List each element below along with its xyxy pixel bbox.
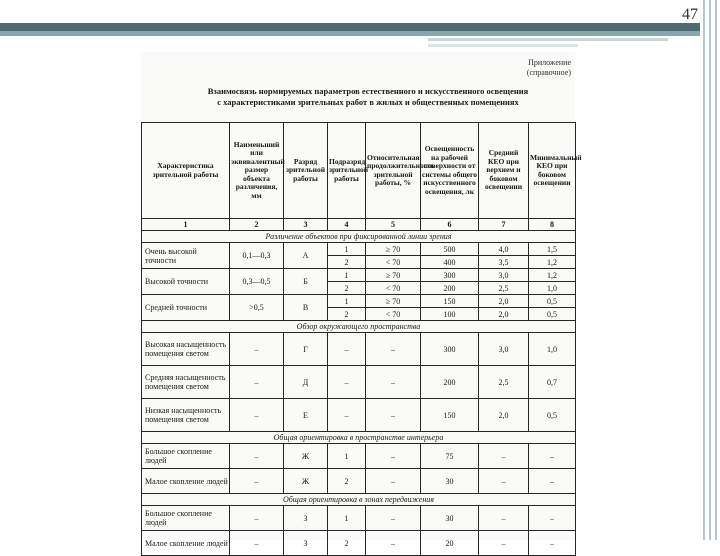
illuminance: 30 [421,506,479,531]
illuminance: 100 [421,308,479,321]
document-title [163,86,573,108]
sub-grade: 1 [328,269,366,282]
illuminance: 200 [421,282,479,295]
table-row [142,243,576,256]
average-keo: 4,0 [479,243,529,256]
minimum-keo: – [529,469,576,494]
work-characteristic: Высокой точности [142,269,230,295]
column-number-row [142,219,576,231]
work-grade: Г [284,333,328,366]
sub-grade: 1 [328,243,366,256]
header-cell: Наименьший или эквивалентный размер объекта различения, мм [230,123,284,219]
sub-grade: – [328,366,366,399]
work-characteristic: Очень высокой точности [142,243,230,269]
document-title-line-2: с характеристиками зрительных работ в жилых и общественных помещениях [217,97,519,107]
column-number: 2 [230,219,284,231]
column-number: 1 [142,219,230,231]
work-characteristic: Средней точности [142,295,230,321]
duration: ≥ 70 [366,295,421,308]
work-grade: Д [284,366,328,399]
average-keo: 2,0 [479,308,529,321]
minimum-keo: 1,2 [529,269,576,282]
object-size: >0,5 [230,295,284,321]
section-row [142,321,576,333]
average-keo: – [479,531,529,556]
header-bar-dark [0,23,700,31]
section-row [142,494,576,506]
column-number: 5 [366,219,421,231]
page-number: 47 [682,6,698,23]
header-cell: Подразряд зрительной работы [328,123,366,219]
document-title-line-1: Взаимосвязь нормируемых параметров естественного и искусственного освещения [207,86,529,96]
header-cell: Разряд зрительной работы [284,123,328,219]
appendix-label [527,58,571,78]
average-keo: 2,5 [479,282,529,295]
section-title: Различение объектов при фиксированной линии зрения [142,231,576,243]
object-size: 0,3—0,5 [230,269,284,295]
duration: – [366,333,421,366]
average-keo: – [479,469,529,494]
table-row [142,399,576,432]
table-row [142,531,576,556]
average-keo: – [479,444,529,469]
minimum-keo: 0,7 [529,366,576,399]
appendix-line-2: (справочное) [526,68,571,77]
work-grade: З [284,506,328,531]
sub-grade: – [328,333,366,366]
work-grade: Е [284,399,328,432]
object-size: – [230,366,284,399]
header-cell: Освещенность на рабочей поверхности от системы общего искусственного освещения, лк [421,123,479,219]
illuminance: 20 [421,531,479,556]
header-cell: Относительная продолжительность зрительной работы, % [366,123,421,219]
section-row [142,432,576,444]
average-keo: – [479,506,529,531]
minimum-keo: 1,0 [529,333,576,366]
header-accent-line [428,38,668,41]
object-size: – [230,399,284,432]
minimum-keo: – [529,531,576,556]
duration: ≥ 70 [366,243,421,256]
column-number: 7 [479,219,529,231]
minimum-keo: – [529,444,576,469]
sub-grade: – [328,399,366,432]
object-size: 0,1—0,3 [230,243,284,269]
table-row [142,506,576,531]
average-keo: 3,0 [479,333,529,366]
duration: – [366,399,421,432]
object-size: – [230,531,284,556]
illuminance: 400 [421,256,479,269]
work-characteristic: Большое скопление людей [142,444,230,469]
sub-grade: 2 [328,256,366,269]
minimum-keo: – [529,506,576,531]
duration: – [366,531,421,556]
illuminance: 150 [421,295,479,308]
table-row [142,333,576,366]
header-cell: Минимальный КЕО при боковом освещении [529,123,576,219]
illuminance: 500 [421,243,479,256]
work-grade: З [284,531,328,556]
work-characteristic: Высокая насыщенность помещения светом [142,333,230,366]
minimum-keo: 1,5 [529,243,576,256]
object-size: – [230,469,284,494]
work-grade: Б [284,269,328,295]
sub-grade: 2 [328,469,366,494]
sub-grade: 1 [328,295,366,308]
column-number: 4 [328,219,366,231]
work-characteristic: Низкая насыщенность помещения светом [142,399,230,432]
sub-grade: 1 [328,506,366,531]
table-header-row [142,123,576,219]
duration: – [366,444,421,469]
sub-grade: 2 [328,531,366,556]
average-keo: 2,0 [479,399,529,432]
column-number: 3 [284,219,328,231]
duration: < 70 [366,308,421,321]
sub-grade: 1 [328,444,366,469]
table-row [142,469,576,494]
average-keo: 2,5 [479,366,529,399]
illuminance: 30 [421,469,479,494]
appendix-line-1: Приложение [528,58,571,67]
illuminance: 300 [421,269,479,282]
section-title: Общая ориентировка в зонах передвижения [142,494,576,506]
column-number: 8 [529,219,576,231]
work-characteristic: Малое скопление людей [142,531,230,556]
minimum-keo: 0,5 [529,399,576,432]
duration: – [366,506,421,531]
minimum-keo: 0,5 [529,295,576,308]
table-row [142,366,576,399]
minimum-keo: 0,5 [529,308,576,321]
object-size: – [230,333,284,366]
illuminance: 300 [421,333,479,366]
average-keo: 3,0 [479,269,529,282]
header-cell: Характеристика зрительной работы [142,123,230,219]
header-bar-mid [0,31,700,36]
work-characteristic: Большое скопление людей [142,506,230,531]
header-accent-line-short [428,44,578,47]
object-size: – [230,444,284,469]
duration: – [366,366,421,399]
minimum-keo: 1,2 [529,256,576,269]
duration: ≥ 70 [366,269,421,282]
table-row [142,269,576,282]
section-title: Обзор окружающего пространства [142,321,576,333]
side-decoration [700,0,720,540]
table-row [142,444,576,469]
average-keo: 3,5 [479,256,529,269]
section-title: Общая ориентировка в пространстве интерьера [142,432,576,444]
duration: < 70 [366,282,421,295]
work-grade: А [284,243,328,269]
column-number: 6 [421,219,479,231]
scanned-document [141,52,582,548]
illuminance: 200 [421,366,479,399]
header-cell: Средний КЕО при верхнем и боковом освещении [479,123,529,219]
work-grade: Ж [284,444,328,469]
duration: < 70 [366,256,421,269]
work-grade: Ж [284,469,328,494]
minimum-keo: 1,0 [529,282,576,295]
sub-grade: 2 [328,308,366,321]
illuminance: 75 [421,444,479,469]
sub-grade: 2 [328,282,366,295]
work-characteristic: Средняя насыщенность помещения светом [142,366,230,399]
section-row [142,231,576,243]
average-keo: 2,0 [479,295,529,308]
norms-table [141,122,582,556]
work-characteristic: Малое скопление людей [142,469,230,494]
table-row [142,295,576,308]
duration: – [366,469,421,494]
object-size: – [230,506,284,531]
work-grade: В [284,295,328,321]
illuminance: 150 [421,399,479,432]
